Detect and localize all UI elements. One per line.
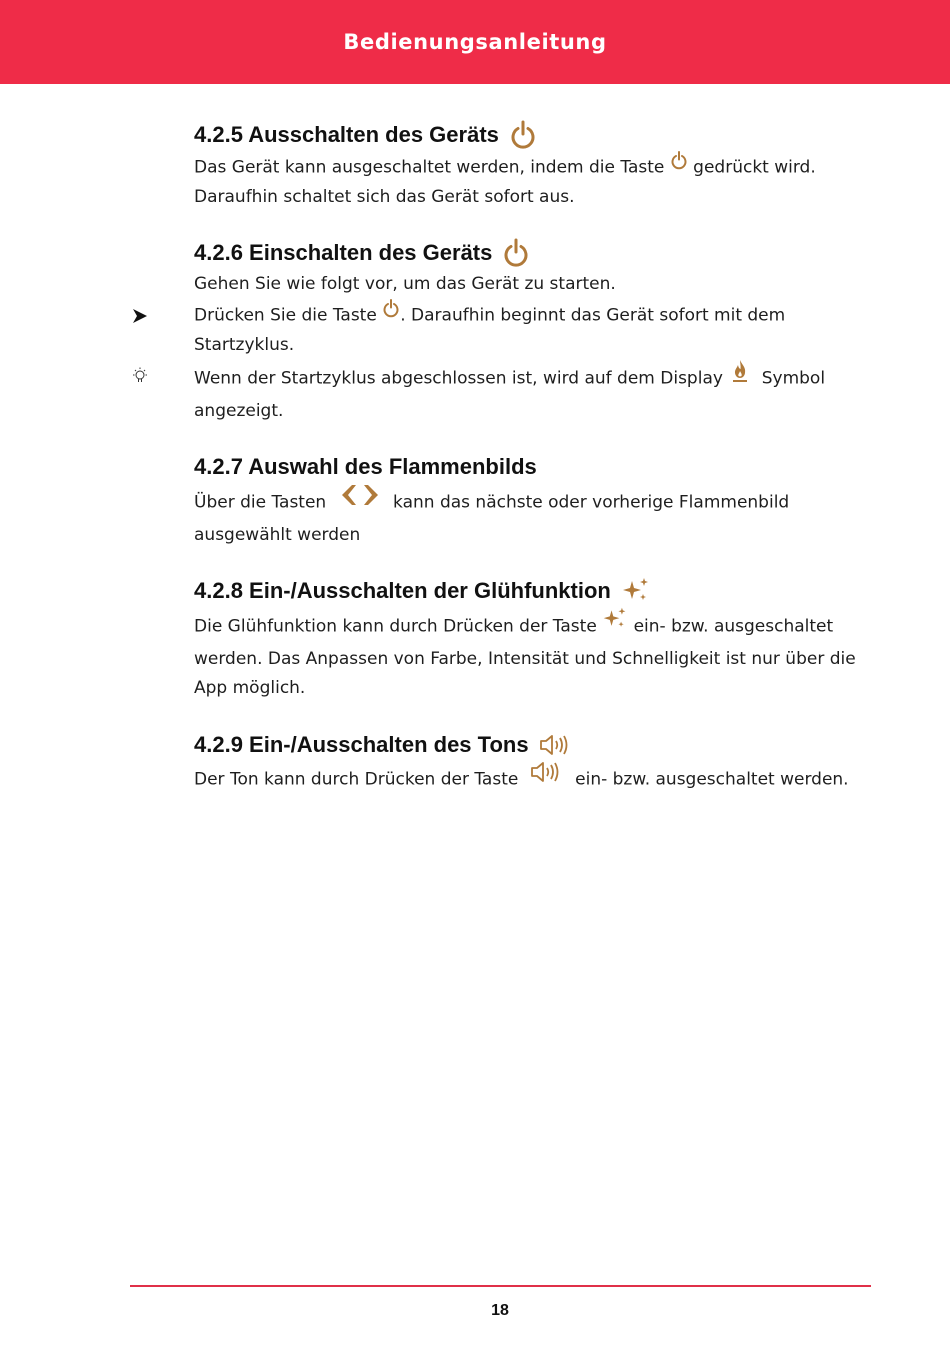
power-icon	[382, 298, 400, 329]
paragraph-text: gedrückt wird. Daraufhin schaltet sich das Gerät sofort aus.	[194, 157, 816, 207]
section-heading-text: 4.2.6 Einschalten des Geräts	[194, 240, 493, 266]
paragraph-text: . Daraufhin beginnt das Gerät sofort mit dem Startzyklus.	[194, 305, 786, 355]
power-icon	[502, 238, 530, 268]
page-number: 18	[491, 1302, 509, 1319]
sparkle-icon	[621, 576, 651, 606]
power-icon	[509, 120, 537, 150]
footer-divider	[130, 1285, 871, 1287]
section-flammenbild	[194, 450, 884, 550]
step-item	[194, 300, 884, 360]
section-heading	[194, 450, 884, 484]
intro-text: Gehen Sie wie folgt vor, um das Gerät zu starten.	[194, 274, 616, 295]
paragraph-text: Drücken Sie die Taste	[194, 305, 383, 325]
paragraph-text: ein- bzw. ausgeschaltet werden. Das Anpassen von Farbe, Intensität und Schnelligkeit ist nur über die App möglich.	[194, 616, 856, 698]
step-text	[194, 300, 884, 360]
section-paragraph	[194, 484, 884, 550]
section-paragraph	[194, 608, 884, 704]
section-heading	[194, 118, 884, 152]
sparkle-icon	[602, 606, 628, 643]
section-heading-text: 4.2.7 Auswahl des Flammenbilds	[194, 454, 537, 479]
speaker-icon	[539, 733, 571, 757]
section-ausschalten	[194, 118, 884, 212]
section-einschalten	[194, 236, 884, 426]
section-gluehfunktion	[194, 574, 884, 704]
header-banner	[0, 0, 950, 84]
section-heading	[194, 236, 884, 270]
section-heading-text: 4.2.9 Ein-/Ausschalten des Tons	[194, 731, 529, 757]
section-heading-text: 4.2.5 Ausschalten des Geräts	[194, 122, 499, 147]
paragraph-text: Wenn der Startzyklus abgeschlossen ist, wird auf dem Display	[194, 368, 729, 389]
tip-text	[194, 360, 884, 426]
tip-item	[194, 360, 884, 426]
paragraph-text: kann das nächste oder vorherige Flammenbild ausgewählt werden	[194, 492, 790, 545]
section-heading	[194, 728, 884, 762]
power-icon	[670, 150, 688, 181]
speaker-icon	[530, 760, 562, 795]
paragraph-text: ein- bzw. ausgeschaltet werden.	[569, 768, 849, 789]
section-ton	[194, 728, 884, 797]
main-content	[194, 118, 884, 820]
paragraph-text: Symbol angezeigt.	[194, 368, 826, 421]
paragraph-text: Die Glühfunktion kann durch Drücken der Taste	[194, 616, 603, 637]
document-title: Bedienungsanleitung	[343, 30, 607, 54]
section-heading	[194, 574, 884, 608]
arrow-bullet-icon	[130, 306, 150, 326]
chevron-left-right-icon	[338, 482, 382, 519]
section-paragraph	[194, 152, 884, 212]
lightbulb-icon	[130, 366, 150, 386]
flame-icon	[730, 358, 750, 395]
paragraph-text: Das Gerät kann ausgeschaltet werden, indem die Taste	[194, 157, 670, 178]
paragraph-text: Der Ton kann durch Drücken der Taste	[194, 768, 524, 789]
paragraph-text: Über die Tasten	[194, 492, 332, 513]
section-heading-text: 4.2.8 Ein-/Ausschalten der Glühfunktion	[194, 578, 611, 603]
section-paragraph	[194, 762, 884, 797]
